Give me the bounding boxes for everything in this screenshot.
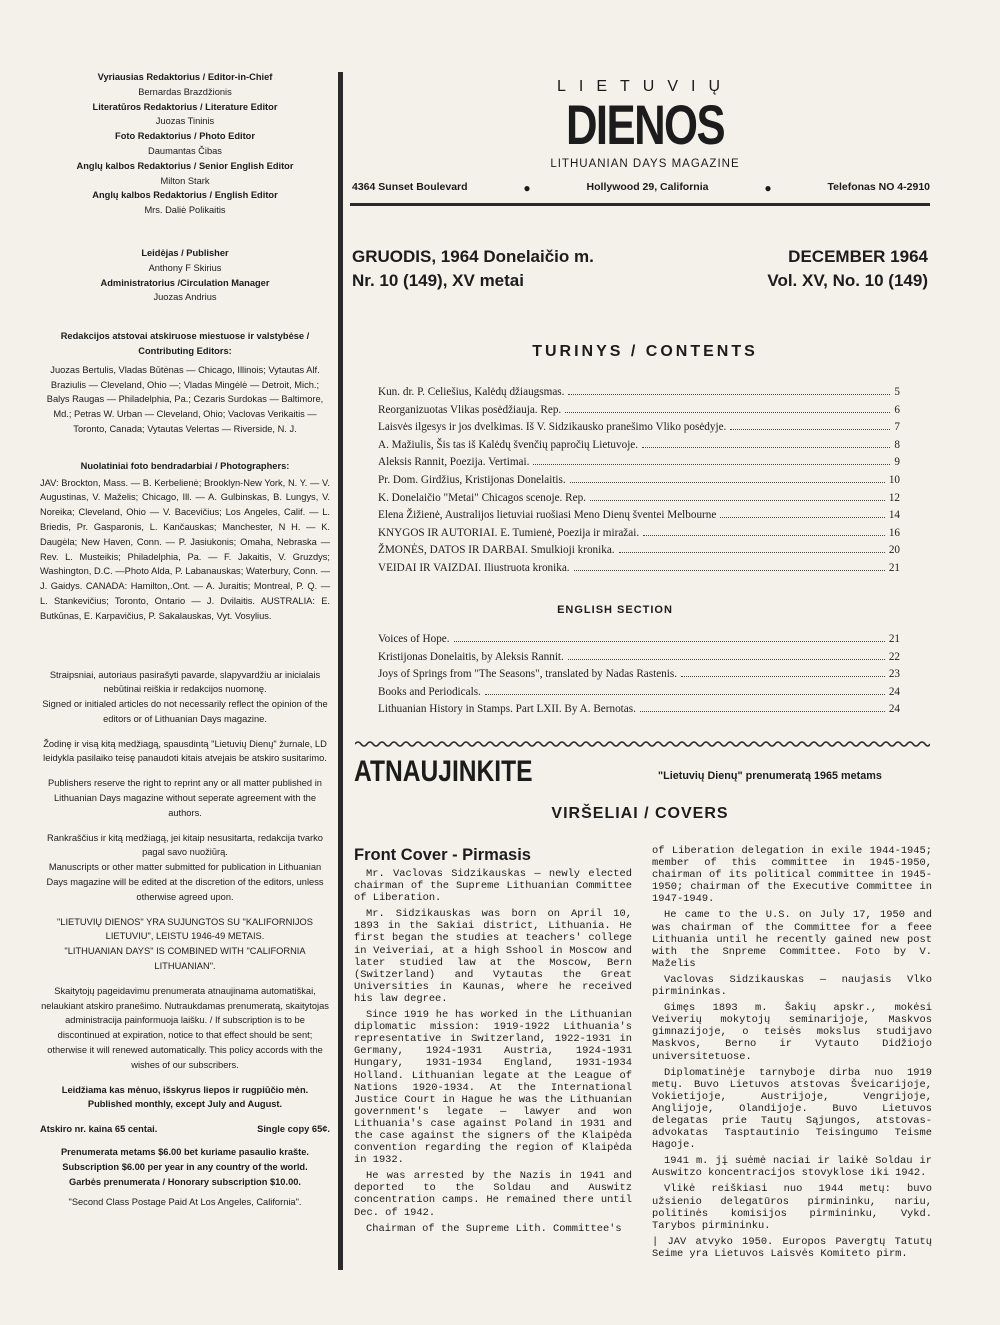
toc-entry-title: Pr. Dom. Girdžius, Kristijonas Donelaitis.	[378, 473, 566, 486]
note: Manuscripts or other matter submitted for publication in Lithuanian Days magazine will be edited at the discretion of the editors, unless otherwise agreed upon.	[46, 862, 324, 902]
paragraph: Vlikė reiškiasi nuo 1944 metų: buvo užsienio delegatūros pirmininku, nariu, politinės komisijos pirmininku, Vykd. Tarybos pirmininku.	[652, 1183, 932, 1232]
address-line	[352, 181, 930, 195]
subscription-line: Garbės prenumerata / Honorary subscription $10.00.	[69, 1176, 301, 1187]
toc-entry-title: Reorganizuotas Vlikas posėdžiauja. Rep.	[378, 403, 562, 416]
publisher-role: Administratorius /Circulation Manager	[100, 277, 270, 288]
issue-date-lt: GRUODIS, 1964 Donelaičio m.	[352, 247, 594, 266]
phone-number: Telefonas NO 4-2910	[827, 181, 930, 193]
street-address: 4364 Sunset Boulevard	[352, 181, 468, 193]
publisher-list	[40, 246, 330, 305]
publisher-name: Anthony F Skirius	[148, 262, 222, 273]
toc-entry[interactable]	[378, 386, 900, 404]
toc-entry-page: 21	[888, 561, 900, 574]
paragraph: He came to the U.S. on July 17, 1950 and was chairman of the Committee for a feee Lithuania until he recently gained new post with the Snpreme Committee. Foto by V. Maželis	[652, 909, 932, 970]
toc-entry-title: ŽMONĖS, DATOS IR DARBAI. Smulkioji kronika.	[378, 544, 615, 557]
paragraph: 1941 m. jį suėmė naciai ir laikė Soldau ir Auswitzo koncentracijos stovyklose iki 1942.	[652, 1155, 932, 1180]
toc-entry[interactable]	[378, 544, 900, 562]
subscription-info	[40, 1145, 330, 1189]
toc-entry[interactable]	[378, 527, 900, 545]
publisher-role: Leidėjas / Publisher	[141, 247, 229, 258]
staff-name: Bernardas Brazdžionis	[138, 86, 232, 97]
toc-entry[interactable]	[378, 404, 900, 422]
magazine-overline: LIETUVIŲ	[556, 78, 733, 95]
bullet-icon: ●	[764, 181, 772, 195]
toc-english	[378, 633, 900, 721]
staff-name: Milton Stark	[160, 175, 210, 186]
note: Signed or initialed articles do not necessarily reflect the opinion of the editors or of Lithuanian Days magazine.	[42, 699, 328, 724]
paragraph: Diplomatinėje tarnyboje dirba nuo 1919 metų. Buvo Lietuvos atstovas Šveicarijoje, Vokietijoje, Austrijoje, Vengrijoje, Anglijoje, Olandijoje. Buvo Lietuvos delegatas prie Tautų Sąjungos, atstovas-advokatas Tasptautinio Teisingumo Teisme Hagoje.	[652, 1066, 932, 1152]
staff-name: Juozas Tininis	[155, 116, 215, 127]
paragraph: Since 1919 he has worked in the Lithuanian diplomatic mission: 1919-1922 Lithuania's representative in Switzerland, 1922-1931 in Germany, 1924-1931 Austria, 1924-1931 Hungary, 1931-1934 England, 1931-1934 Holland. Lithuanian legate at the League of Nations 1920-1934. At the International Justice Court in Hague he was the Lithuanian government's legate — lawyer and won Lithuania's case against Poland in 1931 and the case against the signers of the Klaipėda convention regarding the region of Klaipėda in 1932.	[354, 1009, 632, 1167]
contents-heading: TURINYS / CONTENTS	[532, 343, 758, 360]
paragraph: Vaclovas Sidzikauskas — naujasis Vlko pirmininkas.	[652, 973, 932, 999]
toc-entry-title: Laisvės ilgesys ir jos dvelkimas. Iš V. Sidzikausko pranešimo Vliko posėdyje.	[378, 421, 727, 434]
notes	[40, 668, 330, 1113]
toc-entry-title: KNYGOS IR AUTORIAI. E. Tumienė, Poezija ir miražai.	[378, 526, 640, 539]
staff-role: Literatūros Redaktorius / Literature Editor	[92, 101, 278, 112]
issue-number-en: Vol. XV, No. 10 (149)	[767, 271, 928, 290]
toc-entry[interactable]	[378, 686, 900, 704]
vertical-divider	[338, 72, 343, 1270]
staff-role: Anglų kalbos Redaktorius / English Editor	[92, 190, 278, 201]
toc-entry-page: 12	[888, 491, 900, 504]
staff-role: Foto Redaktorius / Photo Editor	[115, 131, 255, 142]
cover-article-column-2	[652, 845, 932, 1264]
toc-entry[interactable]	[378, 421, 900, 439]
paragraph: of Liberation delegation in exile 1944-1945; member of this committee in 1945-1950, chairman of its political committee in 1945-1950; chairman of the Executive Committee in 1947-1949.	[652, 845, 932, 906]
paragraph: He was arrested by the Nazis in 1941 and deported to the Soldau and Auswitz concentration camps. He remained there until Dec. of 1942.	[354, 1170, 632, 1219]
toc-entry-title: K. Donelaičio "Metai" Chicagos scenoje. Rep.	[378, 491, 586, 504]
paragraph: Mr. Sidzikauskas was born on April 10, 1893 in the Sakiai district, Lithuania. He first began the studies at teachers' college in Veiveriai, at a high Sshool in Moscow and later studied law at the Moscow, Bern (Switzerland) and Vytautas the Great Universities in Kaunas, where he received his law degree.	[354, 908, 632, 1005]
toc-entry[interactable]	[378, 492, 900, 510]
toc-entry-page: 23	[888, 668, 900, 681]
wavy-divider	[355, 738, 930, 750]
staff-name: Daumantas Čibas	[148, 145, 222, 156]
issue-date-en: DECEMBER 1964	[788, 247, 928, 266]
price-row	[40, 1122, 330, 1137]
toc-entry-title: Elena Žižienė, Australijos lietuviai ruošiasi Meno Dienų šventei Melbourne	[378, 509, 717, 522]
toc-entry[interactable]	[378, 651, 900, 669]
postage-note: "Second Class Postage Paid At Los Angeles, California".	[68, 1197, 302, 1208]
renew-heading: ATNAUJINKITE	[354, 755, 533, 788]
contributing-title: Redakcijos atstovai atskiruose miestuose ir valstybėse / Contributing Editors:	[60, 331, 310, 356]
toc-entry-page: 20	[888, 544, 900, 557]
toc-entry[interactable]	[378, 474, 900, 492]
renew-subtitle: "Lietuvių Dienų" prenumeratą 1965 metams	[658, 770, 882, 782]
toc-entry-page: 5	[894, 386, 900, 398]
toc-entry-page: 22	[888, 650, 900, 663]
toc-entry-page: 10	[888, 473, 900, 486]
toc-entry-page: 24	[888, 685, 900, 698]
toc-entry-title: Joys of Springs from "The Seasons", translated by Nadas Rastenis.	[378, 668, 678, 681]
price-en: Single copy 65¢.	[257, 1124, 330, 1135]
toc-entry[interactable]	[378, 562, 900, 580]
subscription-line: Prenumerata metams $6.00 bet kuriame pasaulio krašte.	[60, 1147, 310, 1158]
staff-role: Anglų kalbos Redaktorius / Senior English Editor	[76, 160, 294, 171]
note: Rankraščius ir kitą medžiagą, jei kitaip nesusitarta, redakcija tvarko pagal savo nuožiūrą.	[47, 832, 323, 858]
toc-entry[interactable]	[378, 439, 900, 457]
subscription-line: Subscription $6.00 per year in any country of the world.	[62, 1161, 308, 1172]
staff-list	[40, 70, 330, 218]
toc-entry[interactable]	[378, 509, 900, 527]
toc-entry-page: 24	[888, 703, 900, 716]
toc-entry-title: Voices of Hope.	[378, 633, 450, 645]
toc-entry[interactable]	[378, 703, 900, 721]
horizontal-divider	[350, 203, 930, 206]
toc-entry-page: 7	[894, 421, 900, 434]
note: Leidžiama kas mėnuo, išskyrus liepos ir rugpiūčio mėn. Published monthly, except July and August.	[61, 1084, 309, 1110]
toc-entry-page: 21	[888, 633, 900, 645]
contributing-text: Juozas Bertulis, Vladas Būtėnas — Chicago, Illinois; Vytautas Alf. Braziulis — Cleveland, Ohio —; Vladas Mingėlė — Detroit, Mich.; Balys Raugas — Philadelphia, Pa.; Cezaris Surdokas — Baltimore, Md.; Petras W. Urban — Cleveland, Ohio; Vaclovas Verikaitis — Toronto, Canada; Vytautas Velertas — Riverside, N. J.	[46, 364, 324, 434]
magazine-subtitle: LITHUANIAN DAYS MAGAZINE	[550, 158, 740, 170]
toc-entry-page: 16	[888, 526, 900, 539]
issue-info-en	[767, 245, 928, 293]
staff-role: Vyriausias Redaktorius / Editor-in-Chief	[97, 72, 273, 82]
price-lt: Atskiro nr. kaina 65 centai.	[40, 1124, 158, 1135]
front-cover-heading: Front Cover - Pirmasis	[354, 846, 531, 864]
bullet-icon: ●	[523, 181, 531, 195]
toc-entry[interactable]	[378, 633, 900, 651]
toc-entry-title: Lithuanian History in Stamps. Part LXII. By A. Bernotas.	[378, 703, 636, 716]
staff-name: Mrs. Daliė Polikaitis	[144, 205, 226, 216]
cover-article-column-1	[354, 868, 632, 1239]
toc-entry-title: Aleksis Rannit, Poezija. Vertimai.	[378, 456, 530, 469]
toc-entry-page: 8	[894, 438, 900, 451]
toc-entry-title: Books and Periodicals.	[378, 685, 481, 698]
toc-entry-page: 6	[894, 403, 900, 416]
issue-info-lt	[352, 245, 594, 293]
note: Žodinę ir visą kitą medžiagą, spausdintą "Lietuvių Dienų" žurnale, LD leidykla pasilaiko teisę panaudoti kitais atvejais be atskiro susitarimo.	[43, 738, 327, 764]
paragraph: Gimęs 1893 m. Šakių apskr., mokėsi Veiverių mokytojų seminarijoje, Maskvos gimnazijoje, o teisės mokslus studijavo Maskvos, Berno ir Vytauto Didžiojo universitetuose.	[652, 1002, 932, 1063]
paragraph: | JAV atvyko 1950. Europos Pavergtų Tatutų Seime yra Lietuvos Laisvės Komiteto pirm.	[652, 1235, 932, 1260]
toc-entry[interactable]	[378, 456, 900, 474]
note: "LIETUVIŲ DIENOS" YRA SUJUNGTOS SU "KALIFORNIJOS LIETUVIU", LEISTU 1946-49 METAIS.	[57, 916, 313, 942]
note: Publishers reserve the right to reprint any or all matter published in Lithuanian Days magazine without seperate agreement with the authors.	[48, 778, 322, 818]
toc-entry[interactable]	[378, 668, 900, 686]
city-address: Hollywood 29, California	[586, 181, 709, 193]
note: Straipsniai, autoriaus pasirašyti pavarde, slapyvardžiu ar inicialais nebūtinai reiškia ir redakcijos nuomonę.	[49, 669, 321, 695]
covers-heading: VIRŠELIAI / COVERS	[551, 805, 729, 822]
publisher-name: Juozas Andrius	[153, 292, 217, 303]
toc-entry-title: Kristijonas Donelaitis, by Aleksis Rannit.	[378, 650, 564, 663]
paragraph: Mr. Vaclovas Sidzikauskas — newly elected chairman of the Supreme Lithuanian Committee of Liberation.	[354, 868, 632, 905]
toc-entry-title: VEIDAI IR VAIZDAI. Iliustruota kronika.	[378, 561, 570, 574]
toc-entry-title: A. Mažiulis, Šis tas iš Kalėdų švenčių papročių Lietuvoje.	[378, 438, 639, 451]
toc-entry-page: 9	[894, 456, 900, 469]
english-section-heading: ENGLISH SECTION	[557, 604, 673, 616]
issue-number-lt: Nr. 10 (149), XV metai	[352, 271, 524, 290]
toc-entry-title: Kun. dr. P. Celiešius, Kalėdų džiaugsmas.	[378, 386, 565, 398]
masthead-info-column	[40, 70, 330, 1210]
note: Skaitytojų pageidavimu prenumerata atnaujinama automatiškai, nelaukiant atskiro pranešimo. Nutraukdamas prenumeratą, skaitytojas administracija painformuoja laišku. / If subscription is to be discontinued at expiration, notice to that effect should be sent; otherwise it will renewed automatically. This policy accords with the wishes of our subscribers.	[41, 985, 329, 1070]
magazine-title: DIENOS	[565, 93, 725, 156]
photographers-title: Nuolatiniai foto bendradarbiai / Photographers:	[80, 460, 290, 471]
toc-lithuanian	[378, 386, 900, 580]
photographers-text: JAV: Brockton, Mass. — B. Kerbelienė; Brooklyn-New York, N. Y. — V. Augustinas, V. Maželis; Chicago, Ill. — A. Gulbinskas, B. Lungys, V. Noreika; Cleveland, Ohio — V. Bacevičius; Los Angeles, Calif. — L. Briedis, Pr. Gasparonis, L. Kančauskas; Manchester, N H. — K. Daugėla; New Haven, Conn. — P. Jasiukonis; Omaha, Nebraska — Rev. L. Musteikis; Philadelphia, Pa. — F. Jakaitis, V. Gruzdys; Washington, D.C. —Photo Alda, P. Labanauskas; Waterbury, Conn. — J. Gaidys. CANADA: Hamilton,.Ont. — A. Juraitis; Montreal, P. Q. — L. Stankevičius; Toronto, Ontario — J. Dvilaitis. AUSTRALIA: E. Butkūnas, E. Karpavičius, P. Sakalauskas, Vyt. Vosylius.	[40, 477, 330, 621]
note: "LITHUANIAN DAYS" IS COMBINED WITH "CALIFORNIA LITHUANIAN".	[64, 946, 306, 972]
paragraph: Chairman of the Supreme Lith. Committee's	[366, 1222, 622, 1235]
toc-entry-page: 14	[888, 509, 900, 522]
